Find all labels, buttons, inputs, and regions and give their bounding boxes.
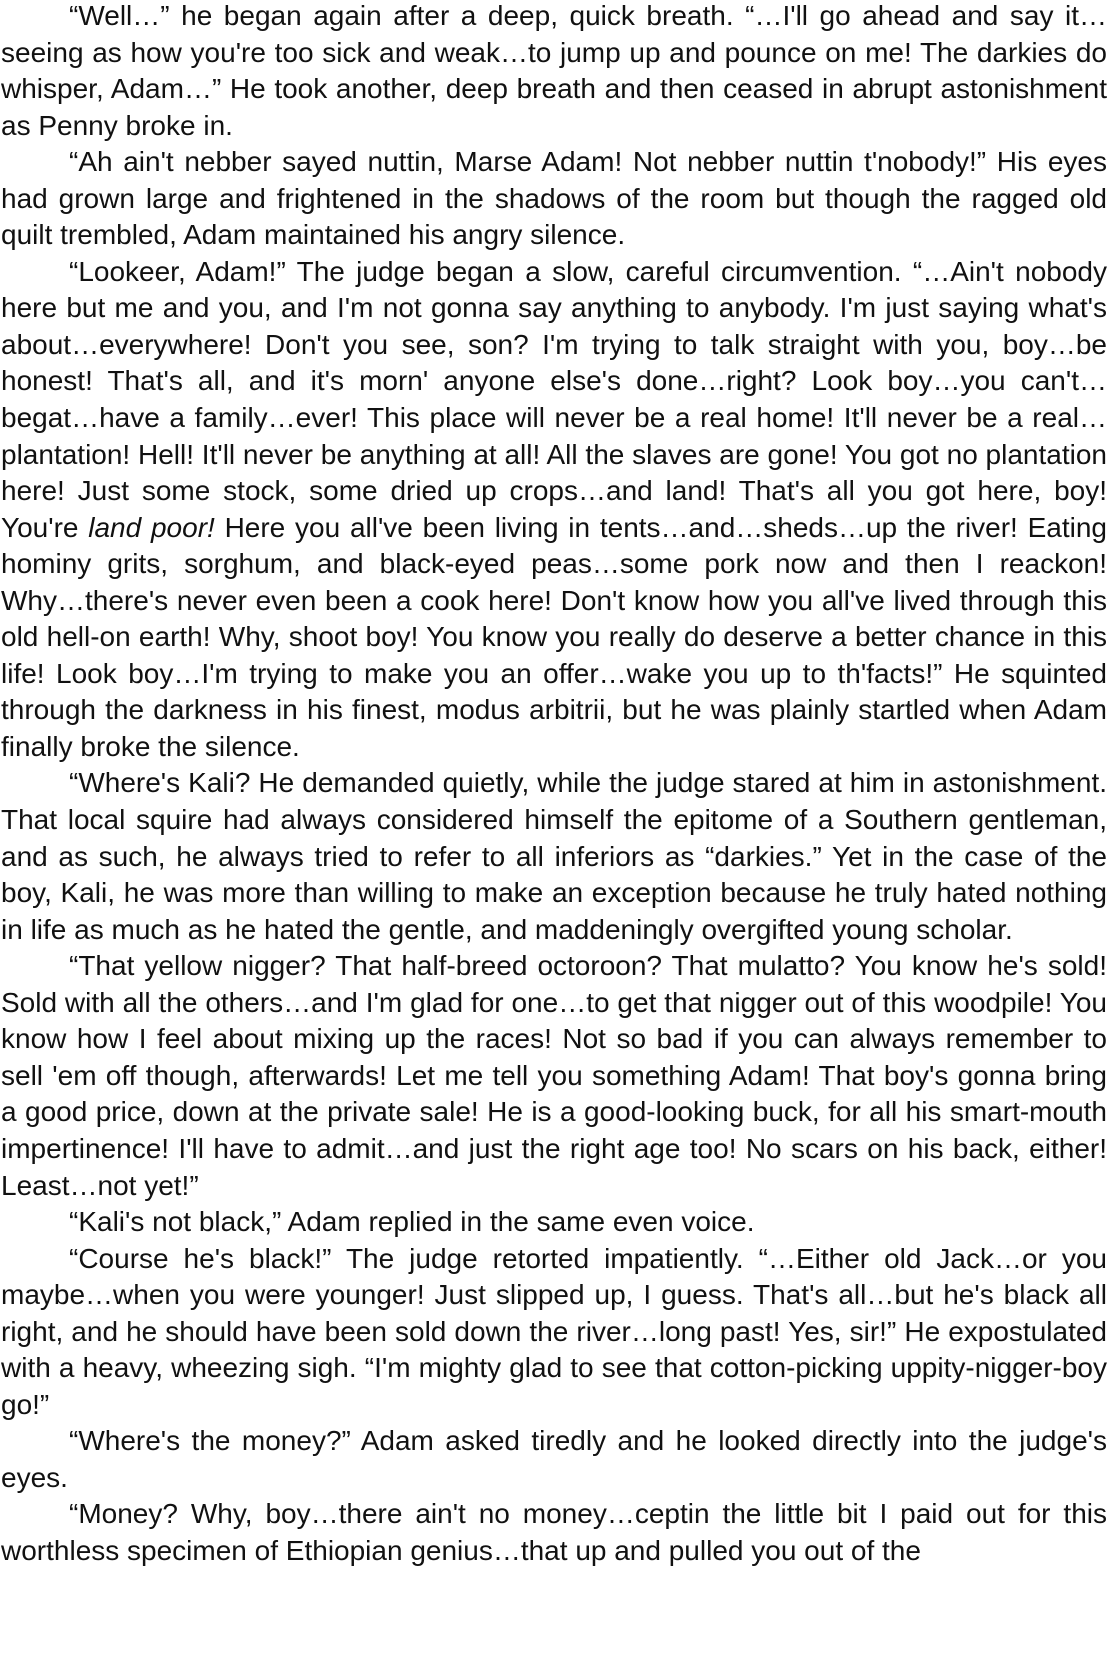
paragraph-4: “Where's Kali? He demanded quietly, while the judge stared at him in astonishment. That local squire had always considered himself the epitome of a Southern gentleman, and as such, he always tried to refer to all inferiors as “darkies.” Yet in the case of the boy, Kali, he was more than willing to make an exception because he truly hated nothing in life as much as he hated the gentle, and maddeningly overgifted young scholar. [1,767,1107,945]
document-body [1,0,1107,1570]
paragraph-8: “Where's the money?” Adam asked tiredly and he looked directly into the judge's eyes. [1,1425,1107,1493]
paragraph-3-text-before: “Lookeer, Adam!” The judge began a slow, careful circumvention. “…Ain't nobody here but me and you, and I'm not gonna say anything to anybody. I'm just saying what's about…everywhere! Don't you see, son? I'm trying to talk straight with you, boy…be honest! That's all, and it's morn' anyone else's done…right? Look boy…you can't…begat…have a family…ever! This place will never be a real home! It'll never be a real…plantation! Hell! It'll never be anything at all! All the slaves are gone! You got no plantation here! Just some stock, some dried up crops…and land! That's all you got here, boy! You're [1,255,1107,543]
paragraph-7: “Course he's black!” The judge retorted impatiently. “…Either old Jack…or you maybe…when you were younger! Just slipped up, I guess. That's all…but he's black all right, and he should have been sold down the river…long past! Yes, sir!” He expostulated with a heavy, wheezing sigh. “I'm mighty glad to see that cotton-picking uppity-nigger-boy go!” [1,1242,1107,1420]
paragraph-9: “Money? Why, boy…there ain't no money…ceptin the little bit I paid out for this worthless specimen of Ethiopian genius…that up and pulled you out of the [1,1498,1107,1566]
paragraph-5: “That yellow nigger? That half-breed octoroon? That mulatto? You know he's sold! Sold with all the others…and I'm glad for one…to get that nigger out of this woodpile! You know how I feel about mixing up the races! Not so bad if you can always remember to sell 'em off though, afterwards! Let me tell you something Adam! That boy's gonna bring a good price, down at the private sale! He is a good-looking buck, for all his smart-mouth impertinence! I'll have to admit…and just the right age too! No scars on his back, either! Least…not yet!” [1,950,1107,1201]
paragraph-3-text-after: Here you all've been living in tents…and…sheds…up the river! Eating hominy grits, sorghum, and black-eyed peas…some pork now and then I reackon! Why…there's never even been a cook here! Don't know how you all've lived through this old hell-on earth! Why, shoot boy! You know you really do deserve a better chance in this life! Look boy…I'm trying to make you an offer…wake you up to th'facts!” He squinted through the darkness in his finest, modus arbitrii, but he was plainly startled when Adam finally broke the silence. [1,511,1107,762]
paragraph-3 [1,254,1107,766]
paragraph-6: “Kali's not black,” Adam replied in the same even voice. [69,1206,755,1238]
paragraph-2: “Ah ain't nebber sayed nuttin, Marse Adam! Not nebber nuttin t'nobody!” His eyes had grown large and frightened in the shadows of the room but though the ragged old quilt trembled, Adam maintained his angry silence. [1,146,1107,251]
paragraph-1: “Well…” he began again after a deep, quick breath. “…I'll go ahead and say it…seeing as how you're too sick and weak…to jump up and pounce on me! The darkies do whisper, Adam…” He took another, deep breath and then ceased in abrupt astonishment as Penny broke in. [1,0,1107,141]
paragraph-3-emphasis: land poor! [88,511,215,543]
